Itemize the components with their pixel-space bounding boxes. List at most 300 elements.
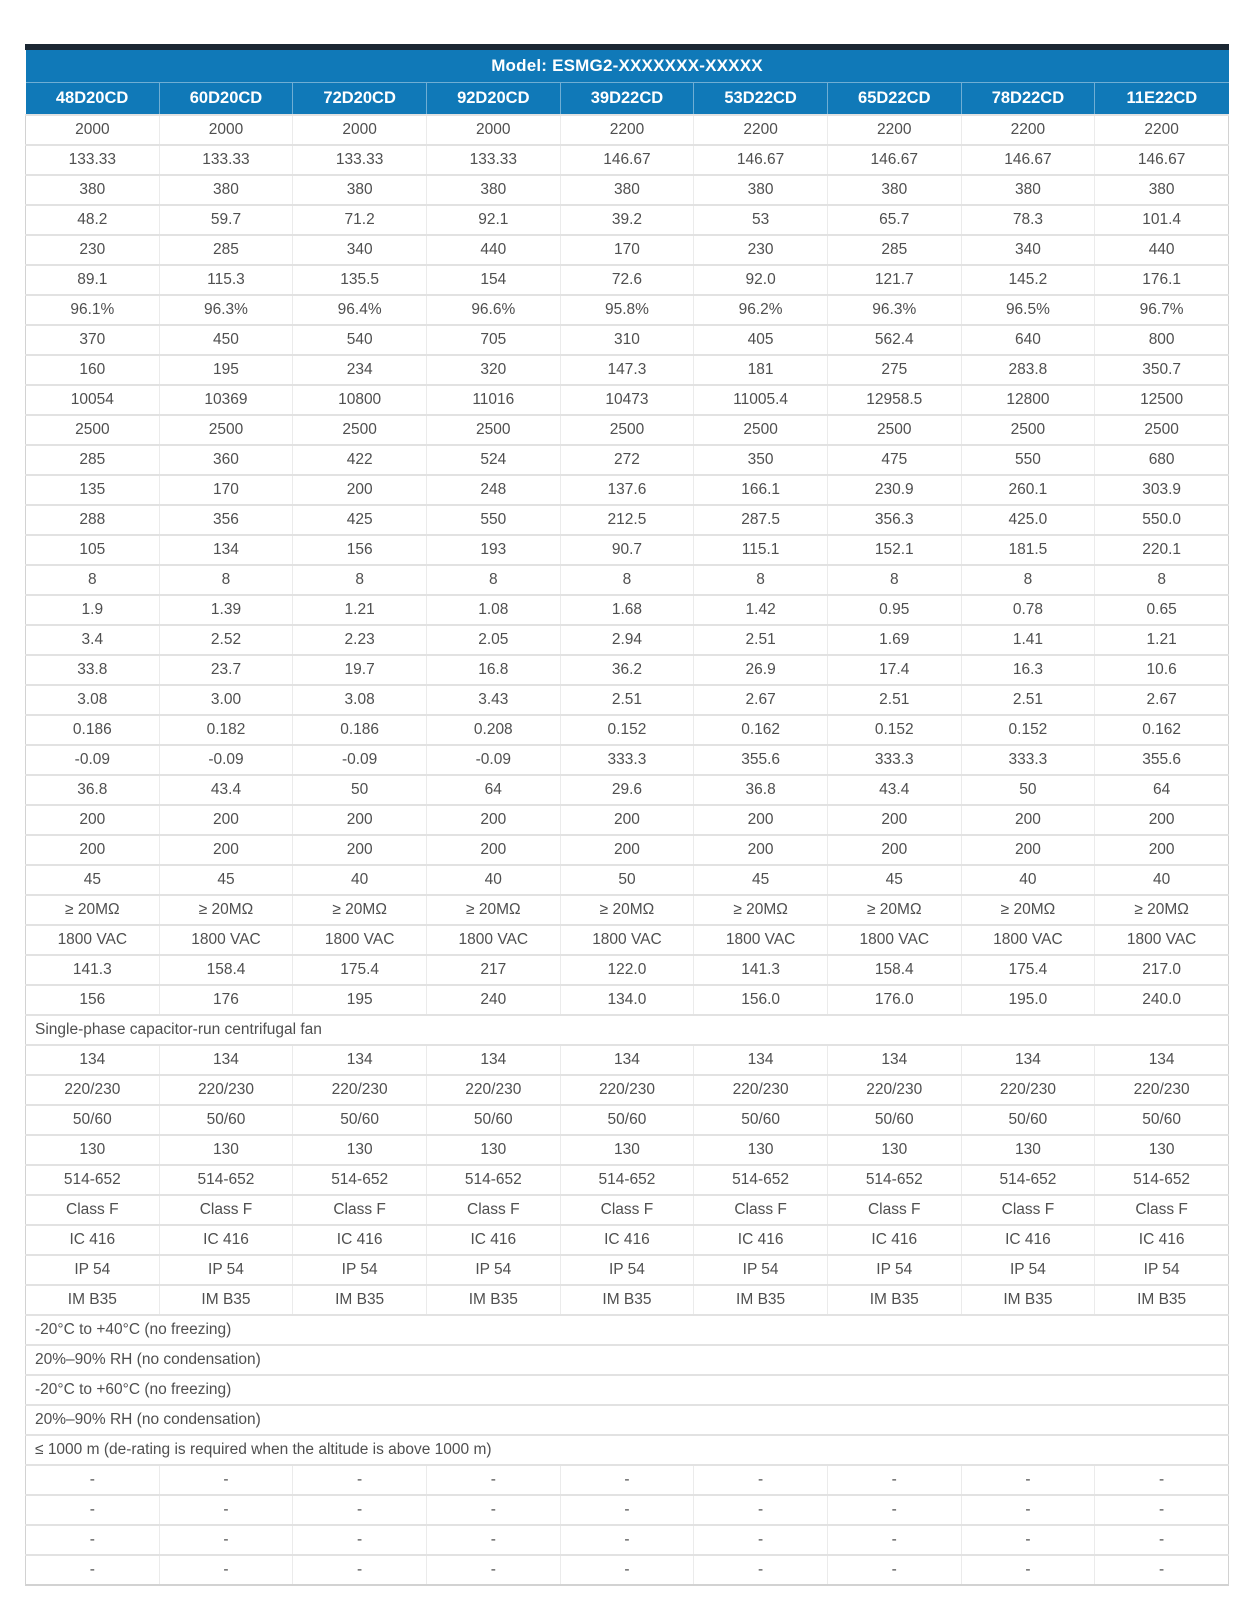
table-cell: 10369: [159, 385, 293, 415]
table-cell: 356: [159, 505, 293, 535]
table-row: [26, 1255, 1229, 1285]
table-row: [26, 1045, 1229, 1075]
table-cell: 8: [426, 565, 560, 595]
table-cell: 2.23: [293, 625, 427, 655]
table-cell: 12958.5: [827, 385, 961, 415]
table-cell: 17.4: [827, 655, 961, 685]
table-cell: IC 416: [426, 1225, 560, 1255]
table-row: [26, 1555, 1229, 1585]
table-cell: 355.6: [694, 745, 828, 775]
table-cell: 43.4: [827, 775, 961, 805]
table-cell: 3.43: [426, 685, 560, 715]
table-cell: 220/230: [293, 1075, 427, 1105]
span-cell: -20°C to +60°C (no freezing): [26, 1375, 1229, 1405]
table-cell: 170: [159, 475, 293, 505]
table-cell: 158.4: [159, 955, 293, 985]
table-cell: -: [827, 1495, 961, 1525]
table-cell: 10.6: [1095, 655, 1229, 685]
table-cell: 40: [1095, 865, 1229, 895]
table-cell: 53: [694, 205, 828, 235]
table-cell: 370: [26, 325, 160, 355]
table-cell: IC 416: [827, 1225, 961, 1255]
table-cell: 96.7%: [1095, 295, 1229, 325]
table-cell: 0.186: [26, 715, 160, 745]
table-cell: 2200: [961, 115, 1095, 145]
table-row: [26, 265, 1229, 295]
table-cell: 89.1: [26, 265, 160, 295]
table-cell: 156: [293, 535, 427, 565]
table-cell: 425.0: [961, 505, 1095, 535]
table-cell: 2000: [293, 115, 427, 145]
table-cell: 72.6: [560, 265, 694, 295]
table-cell: 550.0: [1095, 505, 1229, 535]
table-cell: 50: [560, 865, 694, 895]
table-row: [26, 175, 1229, 205]
table-cell: 50/60: [560, 1105, 694, 1135]
table-cell: 11016: [426, 385, 560, 415]
table-cell: Class F: [26, 1195, 160, 1225]
table-cell: 230.9: [827, 475, 961, 505]
table-cell: 260.1: [961, 475, 1095, 505]
table-cell: 350: [694, 445, 828, 475]
table-cell: Class F: [1095, 1195, 1229, 1225]
table-row: [26, 505, 1229, 535]
table-row: [26, 1525, 1229, 1555]
table-cell: -: [694, 1555, 828, 1585]
table-cell: 220/230: [827, 1075, 961, 1105]
table-cell: -: [961, 1495, 1095, 1525]
span-cell: Single-phase capacitor-run centrifugal fan: [26, 1015, 1229, 1045]
table-cell: 217: [426, 955, 560, 985]
table-cell: -: [961, 1525, 1095, 1555]
table-cell: IP 54: [961, 1255, 1095, 1285]
table-cell: 1.68: [560, 595, 694, 625]
table-cell: 320: [426, 355, 560, 385]
table-cell: 8: [1095, 565, 1229, 595]
table-cell: 133.33: [26, 145, 160, 175]
table-cell: 640: [961, 325, 1095, 355]
table-cell: 2.67: [694, 685, 828, 715]
table-cell: 130: [426, 1135, 560, 1165]
table-cell: 514-652: [961, 1165, 1095, 1195]
column-header: 39D22CD: [560, 83, 694, 116]
table-cell: 134.0: [560, 985, 694, 1015]
table-cell: 71.2: [293, 205, 427, 235]
table-cell: 1800 VAC: [961, 925, 1095, 955]
table-cell: 425: [293, 505, 427, 535]
span-cell: ≤ 1000 m (de-rating is required when the altitude is above 1000 m): [26, 1435, 1229, 1465]
table-cell: -: [26, 1555, 160, 1585]
table-cell: 130: [961, 1135, 1095, 1165]
table-cell: IC 416: [1095, 1225, 1229, 1255]
table-cell: 36.2: [560, 655, 694, 685]
table-cell: 2000: [26, 115, 160, 145]
table-cell: IC 416: [694, 1225, 828, 1255]
table-cell: 514-652: [293, 1165, 427, 1195]
table-cell: 230: [694, 235, 828, 265]
table-cell: -: [293, 1525, 427, 1555]
table-cell: -: [293, 1495, 427, 1525]
table-cell: 0.78: [961, 595, 1095, 625]
table-cell: 200: [426, 835, 560, 865]
table-cell: 12800: [961, 385, 1095, 415]
table-cell: 50/60: [426, 1105, 560, 1135]
table-cell: ≥ 20MΩ: [961, 895, 1095, 925]
table-cell: 64: [1095, 775, 1229, 805]
table-cell: 130: [159, 1135, 293, 1165]
table-cell: 8: [694, 565, 828, 595]
table-cell: 134: [159, 535, 293, 565]
table-cell: IM B35: [560, 1285, 694, 1315]
table-cell: 78.3: [961, 205, 1095, 235]
table-cell: 220/230: [426, 1075, 560, 1105]
table-cell: 8: [159, 565, 293, 595]
table-cell: 134: [1095, 1045, 1229, 1075]
table-row: [26, 625, 1229, 655]
table-cell: 137.6: [560, 475, 694, 505]
table-cell: 8: [827, 565, 961, 595]
table-cell: 50: [961, 775, 1095, 805]
table-cell: 200: [293, 835, 427, 865]
table-cell: 160: [26, 355, 160, 385]
table-cell: 1800 VAC: [293, 925, 427, 955]
table-cell: 0.182: [159, 715, 293, 745]
table-cell: 23.7: [159, 655, 293, 685]
table-cell: 146.67: [694, 145, 828, 175]
table-cell: -: [694, 1525, 828, 1555]
table-cell: 240.0: [1095, 985, 1229, 1015]
table-cell: 2500: [961, 415, 1095, 445]
table-cell: 705: [426, 325, 560, 355]
table-cell: 146.67: [827, 145, 961, 175]
table-cell: -: [426, 1555, 560, 1585]
table-cell: 288: [26, 505, 160, 535]
table-cell: IC 416: [159, 1225, 293, 1255]
span-row: [26, 1435, 1229, 1465]
table-cell: 514-652: [26, 1165, 160, 1195]
table-cell: -: [426, 1525, 560, 1555]
table-cell: 524: [426, 445, 560, 475]
table-cell: 134: [827, 1045, 961, 1075]
table-cell: 115.3: [159, 265, 293, 295]
table-cell: -0.09: [426, 745, 560, 775]
table-row: [26, 985, 1229, 1015]
span-cell: -20°C to +40°C (no freezing): [26, 1315, 1229, 1345]
table-row: [26, 385, 1229, 415]
table-cell: 39.2: [560, 205, 694, 235]
table-row: [26, 415, 1229, 445]
table-cell: 65.7: [827, 205, 961, 235]
table-cell: 240: [426, 985, 560, 1015]
span-cell: 20%–90% RH (no condensation): [26, 1345, 1229, 1375]
table-cell: 29.6: [560, 775, 694, 805]
table-cell: IC 416: [961, 1225, 1095, 1255]
table-cell: 130: [26, 1135, 160, 1165]
span-row: [26, 1405, 1229, 1435]
table-cell: 234: [293, 355, 427, 385]
table-cell: 95.8%: [560, 295, 694, 325]
title-row: [26, 50, 1229, 83]
table-cell: 248: [426, 475, 560, 505]
table-cell: 130: [560, 1135, 694, 1165]
table-cell: 200: [560, 835, 694, 865]
table-cell: 0.208: [426, 715, 560, 745]
column-header: 11E22CD: [1095, 83, 1229, 116]
table-row: [26, 1285, 1229, 1315]
table-cell: 181.5: [961, 535, 1095, 565]
table-cell: 48.2: [26, 205, 160, 235]
table-cell: 130: [694, 1135, 828, 1165]
table-row: [26, 205, 1229, 235]
table-cell: 220/230: [1095, 1075, 1229, 1105]
table-cell: 200: [426, 805, 560, 835]
table-cell: IM B35: [961, 1285, 1095, 1315]
spec-table: [25, 50, 1229, 1586]
table-cell: 800: [1095, 325, 1229, 355]
table-cell: 45: [694, 865, 828, 895]
table-cell: -: [560, 1465, 694, 1495]
table-cell: 45: [26, 865, 160, 895]
table-cell: 1800 VAC: [159, 925, 293, 955]
table-cell: 130: [293, 1135, 427, 1165]
table-cell: -: [560, 1495, 694, 1525]
table-cell: 176.0: [827, 985, 961, 1015]
table-row: [26, 1495, 1229, 1525]
table-cell: 19.7: [293, 655, 427, 685]
table-cell: -: [1095, 1465, 1229, 1495]
table-cell: 450: [159, 325, 293, 355]
table-cell: IC 416: [26, 1225, 160, 1255]
table-cell: 134: [26, 1045, 160, 1075]
table-cell: 514-652: [426, 1165, 560, 1195]
table-cell: 514-652: [159, 1165, 293, 1195]
table-row: [26, 355, 1229, 385]
table-cell: 11005.4: [694, 385, 828, 415]
table-cell: 1.9: [26, 595, 160, 625]
table-cell: IM B35: [827, 1285, 961, 1315]
table-cell: IM B35: [159, 1285, 293, 1315]
table-cell: 101.4: [1095, 205, 1229, 235]
table-row: [26, 1465, 1229, 1495]
table-cell: 287.5: [694, 505, 828, 535]
table-cell: 135: [26, 475, 160, 505]
table-cell: 195: [159, 355, 293, 385]
table-cell: 1800 VAC: [1095, 925, 1229, 955]
table-cell: IM B35: [1095, 1285, 1229, 1315]
table-cell: 2500: [827, 415, 961, 445]
table-cell: 158.4: [827, 955, 961, 985]
table-cell: 333.3: [827, 745, 961, 775]
table-cell: -: [159, 1555, 293, 1585]
table-cell: IP 54: [827, 1255, 961, 1285]
table-cell: 156: [26, 985, 160, 1015]
table-cell: 200: [293, 475, 427, 505]
table-cell: 272: [560, 445, 694, 475]
table-cell: 2500: [1095, 415, 1229, 445]
table-cell: -: [26, 1525, 160, 1555]
table-cell: 0.65: [1095, 595, 1229, 625]
table-cell: 145.2: [961, 265, 1095, 295]
table-cell: 285: [827, 235, 961, 265]
table-cell: 45: [159, 865, 293, 895]
table-cell: 217.0: [1095, 955, 1229, 985]
table-cell: 176: [159, 985, 293, 1015]
table-cell: 380: [426, 175, 560, 205]
table-cell: 0.162: [694, 715, 828, 745]
table-cell: 2500: [26, 415, 160, 445]
table-cell: 0.152: [961, 715, 1095, 745]
table-cell: 2200: [560, 115, 694, 145]
table-cell: 2500: [426, 415, 560, 445]
table-cell: 12500: [1095, 385, 1229, 415]
table-cell: 16.8: [426, 655, 560, 685]
table-cell: Class F: [293, 1195, 427, 1225]
table-cell: 8: [961, 565, 1095, 595]
table-cell: 2500: [159, 415, 293, 445]
table-row: [26, 595, 1229, 625]
table-cell: 134: [159, 1045, 293, 1075]
table-cell: 220/230: [26, 1075, 160, 1105]
table-cell: -0.09: [159, 745, 293, 775]
table-cell: 16.3: [961, 655, 1095, 685]
table-cell: 175.4: [961, 955, 1095, 985]
table-cell: ≥ 20MΩ: [293, 895, 427, 925]
column-header: 60D20CD: [159, 83, 293, 116]
table-cell: 514-652: [827, 1165, 961, 1195]
table-cell: 115.1: [694, 535, 828, 565]
table-cell: -0.09: [26, 745, 160, 775]
table-cell: 1.42: [694, 595, 828, 625]
table-cell: 135.5: [293, 265, 427, 295]
table-row: [26, 715, 1229, 745]
table-cell: 540: [293, 325, 427, 355]
table-cell: 134: [426, 1045, 560, 1075]
table-title: Model: ESMG2-XXXXXXX-XXXXX: [26, 50, 1229, 83]
table-cell: 200: [694, 805, 828, 835]
table-cell: 26.9: [694, 655, 828, 685]
table-cell: 2.05: [426, 625, 560, 655]
table-cell: 141.3: [694, 955, 828, 985]
column-header: 72D20CD: [293, 83, 427, 116]
table-cell: 200: [961, 835, 1095, 865]
table-cell: 1800 VAC: [560, 925, 694, 955]
span-row: [26, 1015, 1229, 1045]
table-cell: ≥ 20MΩ: [827, 895, 961, 925]
table-cell: 200: [159, 835, 293, 865]
table-cell: 2.52: [159, 625, 293, 655]
table-row: [26, 865, 1229, 895]
span-row: [26, 1345, 1229, 1375]
spec-table-container: [25, 44, 1229, 1586]
table-cell: 3.08: [293, 685, 427, 715]
table-cell: 380: [694, 175, 828, 205]
table-cell: IM B35: [426, 1285, 560, 1315]
table-cell: Class F: [961, 1195, 1095, 1225]
table-cell: 133.33: [293, 145, 427, 175]
table-cell: ≥ 20MΩ: [159, 895, 293, 925]
table-cell: 43.4: [159, 775, 293, 805]
table-cell: 2500: [560, 415, 694, 445]
table-cell: 1800 VAC: [827, 925, 961, 955]
table-row: [26, 1075, 1229, 1105]
table-cell: 200: [827, 805, 961, 835]
table-cell: -: [961, 1555, 1095, 1585]
table-cell: 64: [426, 775, 560, 805]
table-cell: 121.7: [827, 265, 961, 295]
table-cell: 220/230: [694, 1075, 828, 1105]
table-cell: 220/230: [159, 1075, 293, 1105]
table-cell: IM B35: [694, 1285, 828, 1315]
table-cell: 10800: [293, 385, 427, 415]
column-header: 48D20CD: [26, 83, 160, 116]
table-cell: 380: [293, 175, 427, 205]
column-header: 78D22CD: [961, 83, 1095, 116]
table-cell: 181: [694, 355, 828, 385]
table-cell: 2.51: [827, 685, 961, 715]
table-cell: Class F: [159, 1195, 293, 1225]
table-row: [26, 1135, 1229, 1165]
table-cell: 8: [560, 565, 694, 595]
table-cell: 1.41: [961, 625, 1095, 655]
table-cell: -: [293, 1555, 427, 1585]
table-cell: -: [827, 1525, 961, 1555]
table-row: [26, 835, 1229, 865]
table-cell: 50/60: [26, 1105, 160, 1135]
table-cell: 8: [26, 565, 160, 595]
table-cell: IP 54: [694, 1255, 828, 1285]
table-cell: 440: [426, 235, 560, 265]
table-cell: 141.3: [26, 955, 160, 985]
table-cell: 380: [827, 175, 961, 205]
table-cell: 146.67: [961, 145, 1095, 175]
table-cell: 152.1: [827, 535, 961, 565]
table-cell: 1.69: [827, 625, 961, 655]
table-cell: 1.08: [426, 595, 560, 625]
table-cell: 200: [159, 805, 293, 835]
column-header: 65D22CD: [827, 83, 961, 116]
table-row: [26, 475, 1229, 505]
table-cell: 193: [426, 535, 560, 565]
table-cell: 2.67: [1095, 685, 1229, 715]
table-cell: 285: [159, 235, 293, 265]
table-row: [26, 1195, 1229, 1225]
table-row: [26, 805, 1229, 835]
table-cell: 2.51: [694, 625, 828, 655]
table-cell: 50/60: [159, 1105, 293, 1135]
table-cell: 220/230: [961, 1075, 1095, 1105]
table-cell: 2.94: [560, 625, 694, 655]
table-cell: 40: [293, 865, 427, 895]
table-cell: 175.4: [293, 955, 427, 985]
table-row: [26, 775, 1229, 805]
table-row: [26, 115, 1229, 145]
table-cell: 200: [694, 835, 828, 865]
table-cell: 134: [293, 1045, 427, 1075]
table-cell: 0.186: [293, 715, 427, 745]
table-cell: 200: [1095, 835, 1229, 865]
table-cell: -: [159, 1495, 293, 1525]
table-cell: 200: [26, 835, 160, 865]
table-cell: Class F: [426, 1195, 560, 1225]
table-row: [26, 745, 1229, 775]
table-row: [26, 325, 1229, 355]
table-cell: 1800 VAC: [426, 925, 560, 955]
table-cell: -0.09: [293, 745, 427, 775]
table-cell: -: [26, 1495, 160, 1525]
table-cell: 380: [961, 175, 1095, 205]
table-cell: 170: [560, 235, 694, 265]
table-cell: 96.4%: [293, 295, 427, 325]
